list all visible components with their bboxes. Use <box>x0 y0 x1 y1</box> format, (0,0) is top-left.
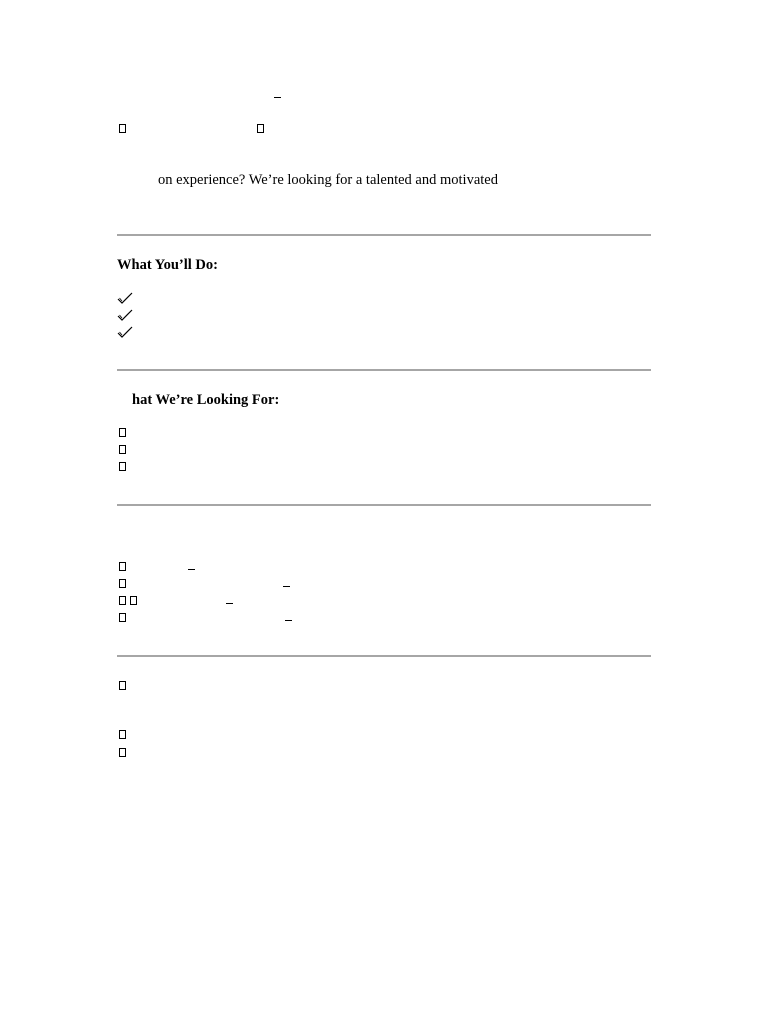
missing-glyph-box-icon <box>119 748 126 757</box>
detail-dash <box>283 586 290 587</box>
title-dash <box>274 97 281 98</box>
section-heading-what-youll-do: What You’ll Do: <box>117 257 218 273</box>
missing-glyph-box-icon <box>119 613 126 622</box>
missing-glyph-box-icon <box>119 124 126 133</box>
section-heading-looking-for: hat We’re Looking For: <box>132 392 280 408</box>
detail-dash <box>188 569 195 570</box>
missing-glyph-box-icon <box>119 730 126 739</box>
checkmark-icon <box>117 308 133 322</box>
missing-glyph-box-icon <box>119 445 126 454</box>
missing-glyph-box-icon <box>130 596 137 605</box>
checkmark-icon <box>117 291 133 305</box>
missing-glyph-box-icon <box>119 428 126 437</box>
checkmark-icon <box>117 325 133 339</box>
missing-glyph-box-icon <box>119 596 126 605</box>
missing-glyph-box-icon <box>119 562 126 571</box>
missing-glyph-box-icon <box>119 579 126 588</box>
missing-glyph-box-icon <box>257 124 264 133</box>
missing-glyph-box-icon <box>119 462 126 471</box>
section-divider <box>117 369 651 371</box>
intro-text-line: on experience? We’re looking for a talented and motivated <box>158 172 498 188</box>
detail-dash <box>285 620 292 621</box>
missing-glyph-box-icon <box>119 681 126 690</box>
section-divider <box>117 234 651 236</box>
section-divider <box>117 655 651 657</box>
section-divider <box>117 504 651 506</box>
detail-dash <box>226 603 233 604</box>
